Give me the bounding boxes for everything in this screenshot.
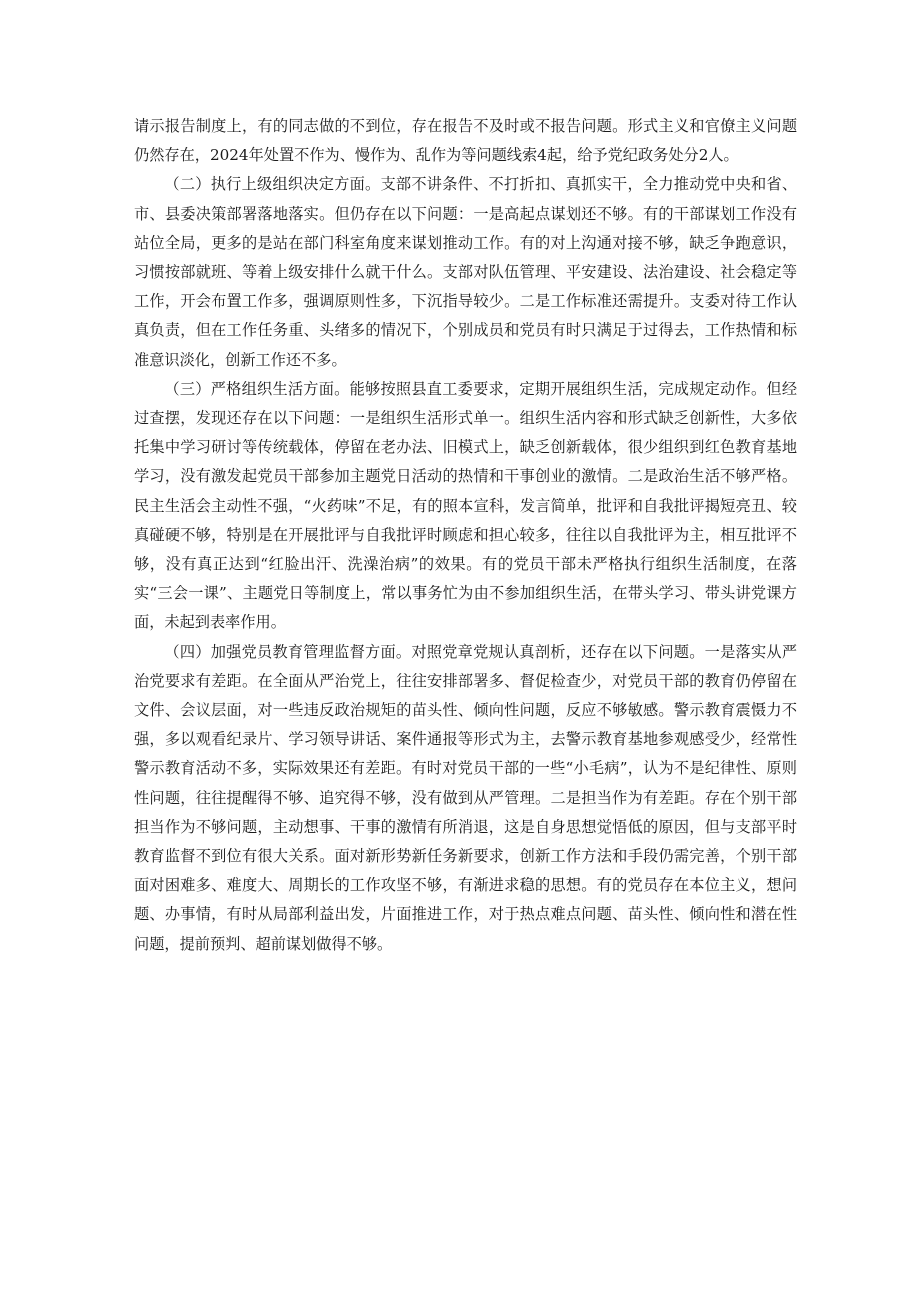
paragraph-continuation: 请示报告制度上，有的同志做的不到位，存在报告不及时或不报告问题。形式主义和官僚主义问题仍然存在，2024年处置不作为、慢作为、乱作为等问题线索4起，给予党纪政务处分2人。 xyxy=(134,117,797,165)
paragraph-section-4: （四）加强党员教育管理监督方面。对照党章党规认真剖析，还存在以下问题。一是落实从严治党要求有差距。在全面从严治党上，往往安排部署多、督促检查少，对党员干部的教育仍停留在文件、会议层面，对一些违反政治规矩的苗头性、倾向性问题，反应不够敏感。警示教育震慑力不强，多以观看纪录片、学习领导讲话、案件通报等形式为主，去警示教育基地参观感受少，经常性警示教育活动不多，实际效果还有差距。有时对党员干部的一些“小毛病”，认为不是纪律性、原则性问题，往往提醒得不够、追究得不够，没有做到从严管理。二是担当作为有差距。存在个别干部担当作为不够问题，主动想事、干事的激情有所消退，这是自身思想觉悟低的原因，但与支部平时教育监督不到位有很大关系。面对新形势新任务新要求，创新工作方法和手段仍需完善，个别干部面对困难多、难度大、周期长的工作攻坚不够，有渐进求稳的思想。有的党员存在本位主义，想问题、办事情，有时从局部利益出发，片面推进工作，对于热点难点问题、苗头性、倾向性和潜在性问题，提前预判、超前谋划做得不够。 xyxy=(134,642,797,953)
document-page xyxy=(134,112,797,959)
paragraph-section-2: （二）执行上级组织决定方面。支部不讲条件、不打折扣、真抓实干，全力推动党中央和省、市、县委决策部署落地落实。但仍存在以下问题：一是高起点谋划还不够。有的干部谋划工作没有站位全局，更多的是站在部门科室角度来谋划推动工作。有的对上沟通对接不够，缺乏争跑意识，习惯按部就班、等着上级安排什么就干什么。支部对队伍管理、平安建设、法治建设、社会稳定等工作，开会布置工作多，强调原则性多，下沉指导较少。二是工作标准还需提升。支委对待工作认真负责，但在工作任务重、头绪多的情况下，个别成员和党员有时只满足于过得去，工作热情和标准意识淡化，创新工作还不多。 xyxy=(134,175,797,369)
paragraph-section-3: （三）严格组织生活方面。能够按照县直工委要求，定期开展组织生活，完成规定动作。但经过查摆，发现还存在以下问题：一是组织生活形式单一。组织生活内容和形式缺乏创新性，大多依托集中学习研讨等传统载体，停留在老办法、旧模式上，缺乏创新载体，很少组织到红色教育基地学习，没有激发起党员干部参加主题党日活动的热情和干事创业的激情。二是政治生活不够严格。民主生活会主动性不强，“火药味”不足，有的照本宣科，发言简单，批评和自我批评揭短亮丑、较真碰硬不够，特别是在开展批评与自我批评时顾虑和担心较多，往往以自我批评为主，相互批评不够，没有真正达到“红脸出汗、洗澡治病”的效果。有的党员干部未严格执行组织生活制度，在落实“三会一课”、主题党日等制度上，常以事务忙为由不参加组织生活，在带头学习、带头讲党课方面，未起到表率作用。 xyxy=(134,379,797,632)
